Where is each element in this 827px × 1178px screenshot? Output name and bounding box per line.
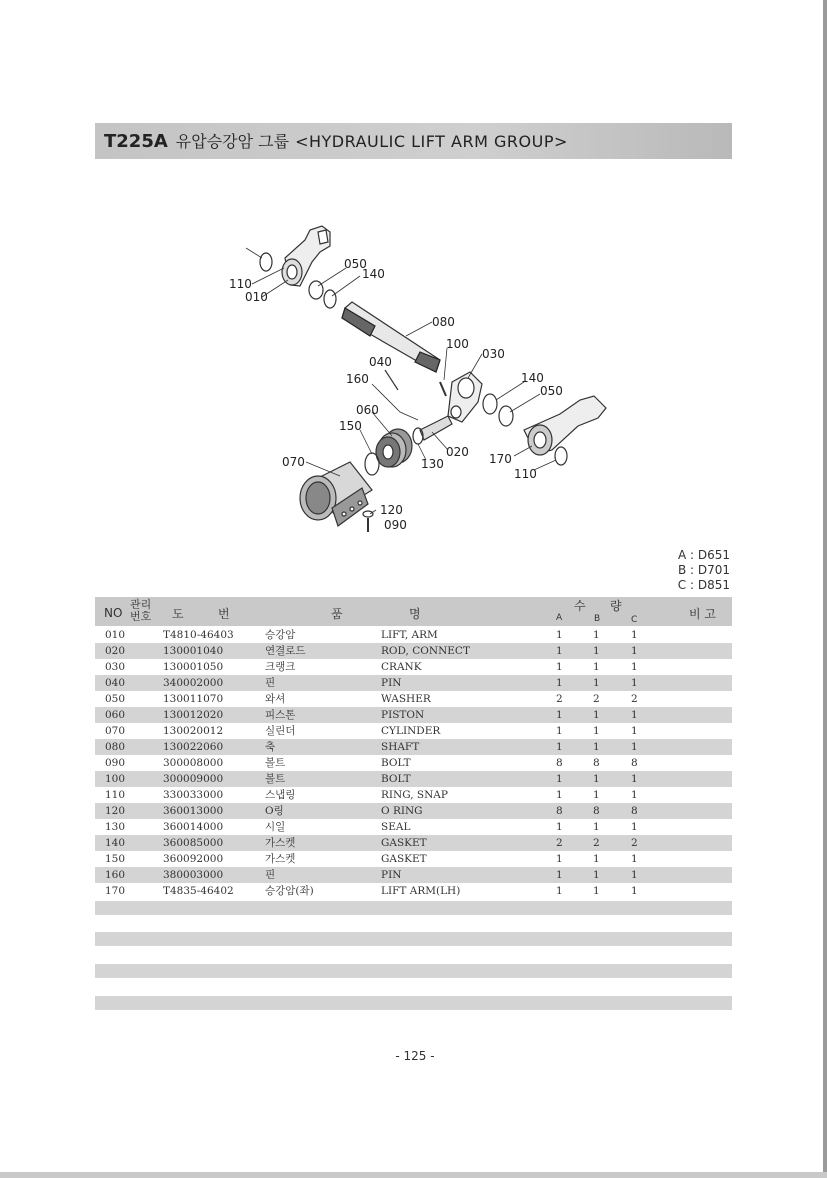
cell-name-korean: 실린더: [265, 725, 296, 737]
cell-no: 030: [105, 661, 126, 673]
cell-qty-c: 2: [631, 693, 638, 705]
cell-name-korean: 핀: [265, 869, 276, 881]
cell-qty-a: 1: [556, 709, 563, 721]
cell-qty-c: 1: [631, 773, 638, 785]
cell-name-korean: 축: [265, 741, 276, 753]
group-name-korean: 유압승강암 그룹: [175, 132, 290, 151]
cell-no: 130: [105, 821, 126, 833]
leader-lines: [252, 268, 556, 514]
snap-ring-110-part: [260, 253, 272, 271]
cell-part-number: 380003000: [163, 869, 224, 881]
table-row: [95, 851, 732, 867]
cell-name-english: PIN: [381, 677, 402, 689]
cell-name-english: BOLT: [381, 773, 411, 785]
cell-qty-a: 1: [556, 741, 563, 753]
cell-qty-c: 2: [631, 837, 638, 849]
exploded-parts-diagram: [0, 0, 827, 560]
table-row: [95, 883, 732, 899]
cell-name-english: LIFT, ARM: [381, 629, 438, 641]
cell-name-english: SEAL: [381, 821, 411, 833]
header-qty-c: C: [631, 615, 638, 625]
callout-070: 070: [282, 455, 305, 469]
empty-table-row: [95, 996, 732, 1010]
o-ring-120-part: [363, 511, 373, 517]
cell-name-korean: 피스톤: [265, 709, 296, 721]
cell-qty-c: 1: [631, 677, 638, 689]
parts-table-body: [95, 627, 732, 899]
cell-name-english: WASHER: [381, 693, 431, 705]
cell-name-korean: 스냅링: [265, 789, 296, 801]
cell-qty-b: 1: [593, 789, 600, 801]
cell-qty-b: 1: [593, 885, 600, 897]
group-name-english: <HYDRAULIC LIFT ARM GROUP>: [295, 132, 568, 151]
cell-qty-c: 1: [631, 885, 638, 897]
header-drawing-1: 도: [172, 607, 184, 621]
header-drawing-2: 번: [218, 607, 230, 621]
cell-name-english: GASKET: [381, 837, 427, 849]
cell-no: 040: [105, 677, 126, 689]
cell-qty-a: 1: [556, 645, 563, 657]
cell-name-korean: 크랭크: [265, 661, 296, 673]
cell-no: 080: [105, 741, 126, 753]
header-qty-1: 수: [574, 599, 586, 613]
cell-name-korean: 가스켓: [265, 853, 296, 865]
cell-name-korean: O링: [265, 805, 284, 817]
cell-part-number: 360085000: [163, 837, 224, 849]
cell-part-number: 130011070: [163, 693, 224, 705]
cell-part-number: 130022060: [163, 741, 224, 753]
page-number: - 125 -: [395, 1049, 435, 1063]
header-name-1: 품: [331, 607, 343, 621]
cell-qty-b: 8: [593, 757, 600, 769]
cell-name-korean: 볼트: [265, 757, 286, 769]
header-qty-b: B: [594, 614, 601, 624]
cell-part-number: T4810-46403: [163, 629, 234, 641]
legend-item-b: B : D701: [677, 563, 730, 577]
cell-part-number: 330033000: [163, 789, 224, 801]
cell-name-english: CYLINDER: [381, 725, 441, 737]
cell-qty-b: 8: [593, 805, 600, 817]
cell-qty-b: 1: [593, 709, 600, 721]
cell-qty-a: 1: [556, 629, 563, 641]
table-row: [95, 723, 732, 739]
cell-no: 060: [105, 709, 126, 721]
seal-130-part: [413, 428, 423, 444]
model-legend: [650, 548, 730, 593]
cell-qty-b: 1: [593, 773, 600, 785]
cell-no: 120: [105, 805, 126, 817]
page-edge-shadow-bottom: [0, 1172, 827, 1178]
cell-no: 090: [105, 757, 126, 769]
callout-120: 120: [380, 503, 403, 517]
cell-qty-c: 1: [631, 869, 638, 881]
callout-030: 030: [482, 347, 505, 361]
cell-qty-c: 1: [631, 821, 638, 833]
cell-qty-b: 1: [593, 677, 600, 689]
cell-part-number: 300009000: [163, 773, 224, 785]
cell-no: 110: [105, 789, 126, 801]
pin-040-part: [385, 370, 398, 390]
cell-qty-a: 1: [556, 821, 563, 833]
cell-part-number: 130001050: [163, 661, 224, 673]
cell-qty-a: 8: [556, 805, 563, 817]
cell-qty-c: 1: [631, 741, 638, 753]
cell-qty-b: 1: [593, 725, 600, 737]
cell-name-korean: 시일: [265, 821, 286, 833]
table-row: [95, 771, 732, 787]
cell-part-number: 360092000: [163, 853, 224, 865]
callout-140-right: 140: [521, 371, 544, 385]
cell-name-english: RING, SNAP: [381, 789, 448, 801]
cell-no: 050: [105, 693, 126, 705]
callout-130: 130: [421, 457, 444, 471]
cell-no: 150: [105, 853, 126, 865]
cell-qty-a: 2: [556, 837, 563, 849]
cell-qty-b: 1: [593, 741, 600, 753]
cell-no: 140: [105, 837, 126, 849]
header-remarks: 비 고: [689, 607, 716, 621]
cell-qty-b: 1: [593, 853, 600, 865]
cell-name-english: O RING: [381, 805, 423, 817]
callout-110-right: 110: [514, 467, 537, 481]
callout-170: 170: [489, 452, 512, 466]
bolt-100-part: [440, 382, 446, 396]
cell-qty-a: 1: [556, 661, 563, 673]
cell-qty-a: 1: [556, 869, 563, 881]
cell-no: 020: [105, 645, 126, 657]
cell-name-korean: 볼트: [265, 773, 286, 785]
cell-name-korean: 가스켓: [265, 837, 296, 849]
cell-name-english: BOLT: [381, 757, 411, 769]
header-no: NO: [104, 606, 123, 620]
table-row: [95, 691, 732, 707]
cell-part-number: 340002000: [163, 677, 224, 689]
cell-no: 160: [105, 869, 126, 881]
callout-150: 150: [339, 419, 362, 433]
cell-qty-a: 1: [556, 853, 563, 865]
cell-name-english: LIFT ARM(LH): [381, 885, 461, 897]
cell-name-english: PIN: [381, 869, 402, 881]
parts-table-header: [95, 597, 732, 626]
legend-item-a: A : D651: [677, 548, 730, 562]
table-row: [95, 819, 732, 835]
callout-020: 020: [446, 445, 469, 459]
cell-name-korean: 와셔: [265, 693, 286, 705]
cell-qty-c: 1: [631, 725, 638, 737]
callout-100: 100: [446, 337, 469, 351]
table-row: [95, 787, 732, 803]
gasket-150-part: [365, 453, 379, 475]
cell-qty-a: 1: [556, 725, 563, 737]
gasket-140-part: [324, 290, 336, 308]
cell-qty-b: 1: [593, 869, 600, 881]
callout-090: 090: [384, 518, 407, 532]
cell-qty-b: 1: [593, 821, 600, 833]
cell-qty-c: 1: [631, 645, 638, 657]
cell-part-number: 130020012: [163, 725, 224, 737]
cell-no: 100: [105, 773, 126, 785]
callout-010: 010: [245, 290, 268, 304]
cell-no: 070: [105, 725, 126, 737]
cell-qty-b: 1: [593, 629, 600, 641]
cell-part-number: 360014000: [163, 821, 224, 833]
cell-no: 010: [105, 629, 126, 641]
callout-140: 140: [362, 267, 385, 281]
cell-part-number: 130012020: [163, 709, 224, 721]
cell-qty-b: 1: [593, 645, 600, 657]
callout-040: 040: [369, 355, 392, 369]
callout-050-right: 050: [540, 384, 563, 398]
group-code: T225A: [104, 131, 168, 152]
header-mgmt-bottom: 번호: [130, 610, 152, 623]
cell-name-korean: 연결로드: [265, 645, 306, 657]
header-name-2: 명: [409, 607, 421, 621]
table-row: [95, 707, 732, 723]
cell-qty-c: 1: [631, 661, 638, 673]
cell-part-number: 130001040: [163, 645, 224, 657]
cell-name-english: SHAFT: [381, 741, 420, 753]
cell-name-korean: 승강암: [265, 629, 296, 641]
cell-qty-a: 1: [556, 677, 563, 689]
header-mgmt-top: 관리: [130, 598, 152, 611]
cell-part-number: 300008000: [163, 757, 224, 769]
cell-qty-c: 1: [631, 853, 638, 865]
callout-050: 050: [344, 257, 367, 271]
legend-item-c: C : D851: [677, 578, 730, 592]
cell-qty-c: 8: [631, 757, 638, 769]
cell-name-english: CRANK: [381, 661, 422, 673]
header-qty-a: A: [556, 613, 563, 623]
cell-qty-b: 2: [593, 837, 600, 849]
cell-qty-a: 2: [556, 693, 563, 705]
cell-qty-b: 2: [593, 693, 600, 705]
cell-qty-c: 1: [631, 709, 638, 721]
empty-table-row: [95, 964, 732, 978]
cell-part-number: 360013000: [163, 805, 224, 817]
cell-name-korean: 핀: [265, 677, 276, 689]
cell-qty-a: 8: [556, 757, 563, 769]
cell-qty-a: 1: [556, 789, 563, 801]
callout-080: 080: [432, 315, 455, 329]
cell-name-english: GASKET: [381, 853, 427, 865]
table-row: [95, 867, 732, 883]
cell-part-number: T4835-46402: [163, 885, 234, 897]
cell-qty-a: 1: [556, 885, 563, 897]
cell-qty-a: 1: [556, 773, 563, 785]
cell-qty-c: 1: [631, 629, 638, 641]
table-row: [95, 835, 732, 851]
table-row: [95, 643, 732, 659]
cell-no: 170: [105, 885, 126, 897]
cell-name-english: PISTON: [381, 709, 425, 721]
empty-table-row: [95, 901, 732, 915]
callout-160: 160: [346, 372, 369, 386]
cell-qty-b: 1: [593, 661, 600, 673]
header-qty-2: 량: [610, 599, 622, 613]
cell-name-english: ROD, CONNECT: [381, 645, 470, 657]
table-row: [95, 803, 732, 819]
table-row: [95, 755, 732, 771]
cell-qty-c: 8: [631, 805, 638, 817]
table-row: [95, 739, 732, 755]
table-row: [95, 675, 732, 691]
empty-table-row: [95, 932, 732, 946]
table-row: [95, 627, 732, 643]
table-row: [95, 659, 732, 675]
cell-qty-c: 1: [631, 789, 638, 801]
cell-name-korean: 승강암(좌): [265, 885, 314, 897]
callout-060: 060: [356, 403, 379, 417]
callout-110: 110: [229, 277, 252, 291]
